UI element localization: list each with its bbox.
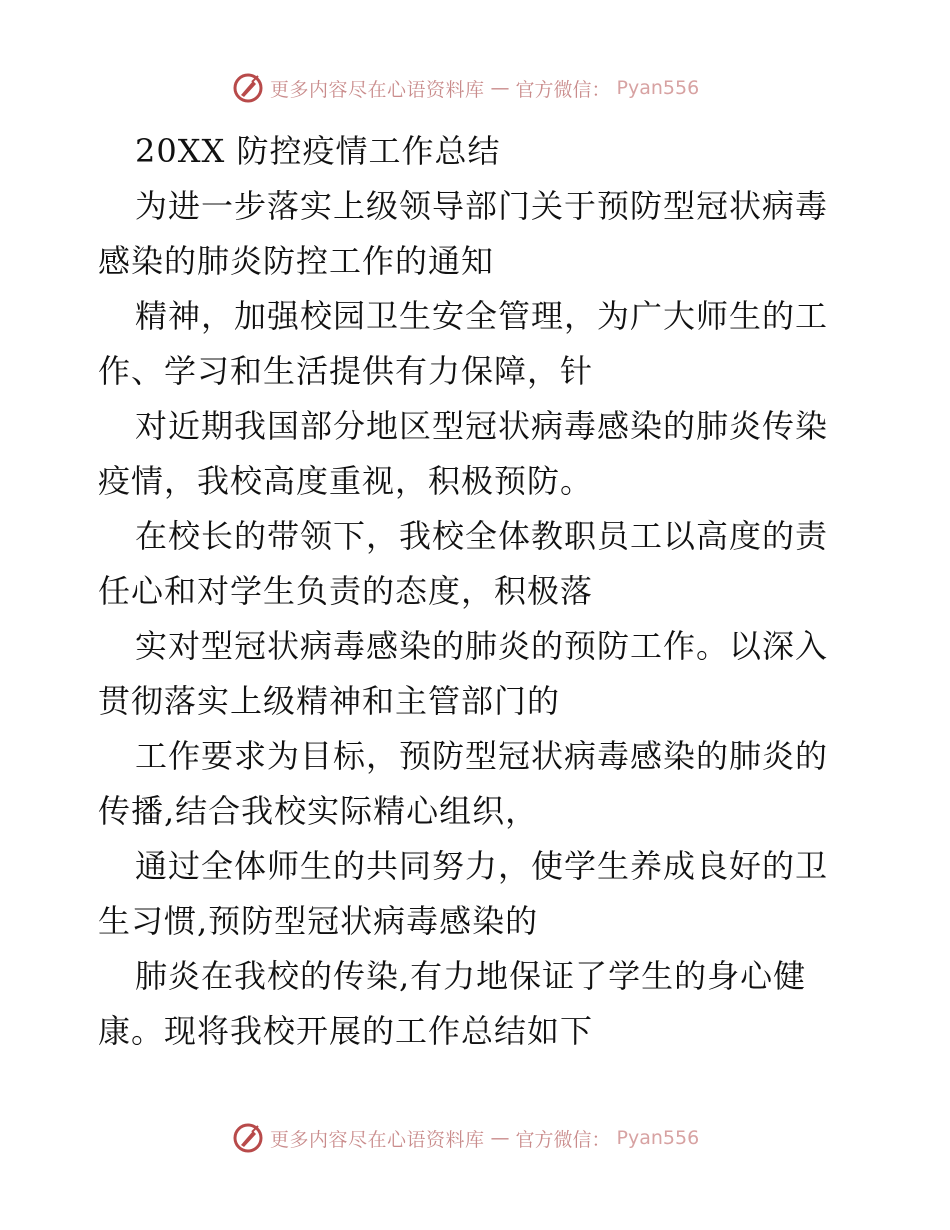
paragraph-line: 任心和对学生负责的态度，积极落 [98,572,594,610]
paragraph-line: 生习惯,预防型冠状病毒感染的 [98,902,539,940]
paragraph-line: 实对型冠状病毒感染的肺炎的预防工作。以深入 [135,627,829,665]
paragraph-line: 工作要求为目标，预防型冠状病毒感染的肺炎的 [135,737,829,775]
paragraph-line: 康。现将我校开展的工作总结如下 [98,1012,594,1050]
watermark-wechat-id: Pyan556 [616,1127,700,1149]
watermark-separator: — [490,1127,510,1149]
paragraph-line: 通过全体师生的共同努力，使学生养成良好的卫 [135,847,829,885]
paragraph-line: 在校长的带领下，我校全体教职员工以高度的责 [135,517,829,555]
watermark-wechat-label: 官方微信： [515,1128,611,1151]
watermark-wechat-label: 官方微信： [515,78,611,101]
document-body [98,124,858,1059]
paragraph-line: 贯彻落实上级精神和主管部门的 [98,682,561,720]
paragraph-line: 为进一步落实上级领导部门关于预防型冠状病毒 [135,187,829,225]
paragraph-line: 肺炎在我校的传染,有力地保证了学生的身心健 [135,957,807,995]
paragraph-line: 感染的肺炎防控工作的通知 [98,242,495,280]
watermark-brand: 更多内容尽在心语资料库 [270,1128,485,1151]
document-title: 20XX 防控疫情工作总结 [135,132,501,170]
paragraph-line: 传播,结合我校实际精心组织， [98,792,539,830]
red-quill-circle-icon [232,1122,264,1154]
footer-watermark [232,1122,699,1154]
watermark-brand: 更多内容尽在心语资料库 [270,78,485,101]
header-watermark [232,72,699,104]
watermark-wechat-id: Pyan556 [616,77,700,99]
paragraph-line: 疫情，我校高度重视，积极预防。 [98,462,594,500]
paragraph-line: 精神，加强校园卫生安全管理，为广大师生的工 [135,297,829,335]
paragraph-line: 作、学习和生活提供有力保障，针 [98,352,594,390]
paragraph-line: 对近期我国部分地区型冠状病毒感染的肺炎传染 [135,407,829,445]
red-quill-circle-icon [232,72,264,104]
watermark-separator: — [490,77,510,99]
